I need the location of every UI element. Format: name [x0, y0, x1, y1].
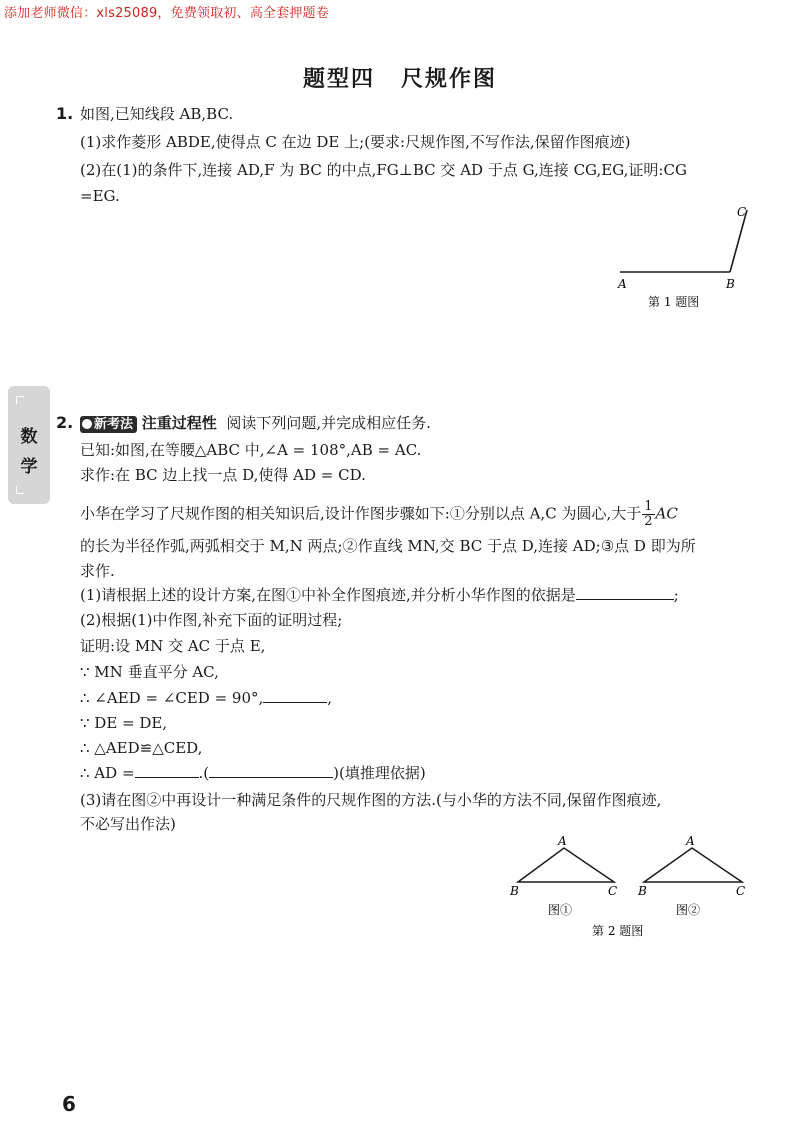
- proof-line-4: ∴ △AED≌△CED,: [80, 739, 203, 757]
- fig1-point-a: A: [558, 834, 567, 848]
- subject-char-1: 数: [20, 427, 38, 447]
- fraction-half: [642, 500, 654, 529]
- fig1-caption: 图①: [548, 903, 573, 917]
- task1-text: (1)请根据上述的设计方案,在图①中补全作图痕迹,并分析小华作图的依据是: [80, 586, 576, 604]
- q2-task2: (2)根据(1)中作图,补充下面的证明过程;: [80, 611, 343, 629]
- subject-char-2: 学: [20, 457, 38, 477]
- q1-part1: (1)求作菱形 ABDE,使得点 C 在边 DE 上;(要求:尺规作图,不写作法,保留作图痕迹): [80, 133, 631, 151]
- q2-find: 求作:在 BC 边上找一点 D,使得 AD = CD.: [80, 466, 366, 484]
- design-text-a: 小华在学习了尺规作图的相关知识后,设计作图步骤如下:①分别以点 A,C 为圆心,大于: [80, 504, 642, 523]
- q2-design-line2: 的长为半径作弧,两弧相交于 M,N 两点;②作直线 MN,交 BC 于点 D,连接 AD;③点 D 即为所: [80, 537, 696, 555]
- q2-design-line3: 求作.: [80, 562, 115, 580]
- fig1-point-c: C: [608, 884, 618, 898]
- q1-figure: [600, 198, 780, 318]
- q2-figures: [500, 832, 760, 944]
- q1-number: 1.: [56, 104, 74, 123]
- page-number: 6: [62, 1092, 76, 1116]
- tab-corner-mark: [16, 486, 24, 494]
- lightbulb-icon: [82, 419, 92, 429]
- reason-blank[interactable]: [209, 763, 333, 778]
- q1-part2a: (2)在(1)的条件下,连接 AD,F 为 BC 的中点,FG⊥BC 交 AD 于点 G,连接 CG,EG,证明:CG: [80, 161, 687, 179]
- task1-end: ;: [673, 586, 679, 604]
- fraction-denominator: 2: [644, 514, 653, 529]
- proof2-text: ∴ ∠AED = ∠CED = 90°,: [80, 689, 264, 707]
- q1-part2b: =EG.: [80, 187, 120, 205]
- proof-line-5: [80, 763, 426, 783]
- subject-side-tab: [8, 386, 50, 504]
- q2-heading: [80, 413, 431, 433]
- tab-corner-mark: [16, 396, 24, 404]
- fig1-point-b: B: [510, 884, 519, 898]
- triangle-figure-1: [509, 834, 617, 917]
- watermark: 添加老师微信：xls25089，免费领取初、高全套押题卷: [4, 6, 330, 21]
- q2-figure-caption: 第 2 题图: [592, 924, 644, 938]
- q2-task1: [80, 585, 679, 605]
- proof-line-2: [80, 688, 332, 708]
- point-c-label: C: [737, 205, 747, 219]
- answer-blank[interactable]: [135, 763, 199, 778]
- proof5-text-a: ∴ AD =: [80, 764, 135, 782]
- point-b-label: B: [726, 277, 735, 291]
- design-text-b: AC: [655, 504, 678, 523]
- proof2-end: ,: [327, 689, 333, 707]
- fig2-point-a: A: [686, 834, 695, 848]
- fig2-point-b: B: [638, 884, 647, 898]
- q2-number: 2.: [56, 413, 74, 432]
- q2-emphasis: 注重过程性: [141, 414, 217, 432]
- section-title: [0, 62, 800, 93]
- q2-design-line1: [80, 500, 678, 529]
- fig2-caption: 图②: [676, 903, 701, 917]
- answer-blank[interactable]: [263, 688, 327, 703]
- point-a-label: A: [618, 277, 627, 291]
- section-title-part2: 尺规作图: [401, 67, 498, 92]
- answer-blank[interactable]: [576, 585, 674, 600]
- q2-known: 已知:如图,在等腰△ABC 中,∠A = 108°,AB = AC.: [80, 441, 422, 459]
- q2-intro: 阅读下列问题,并完成相应任务.: [226, 414, 431, 432]
- new-exam-method-tag: [80, 416, 137, 433]
- segment-bc: [730, 210, 747, 272]
- q1-figure-caption: 第 1 题图: [648, 295, 700, 309]
- proof-line-3: ∵ DE = DE,: [80, 714, 168, 732]
- q1-stem: 如图,已知线段 AB,BC.: [80, 105, 234, 123]
- tag-label: 新考法: [94, 417, 134, 432]
- q2-task3a: (3)请在图②中再设计一种满足条件的尺规作图的方法.(与小华的方法不同,保留作图痕迹,: [80, 791, 662, 809]
- proof-line-0: 证明:设 MN 交 AC 于点 E,: [80, 637, 266, 655]
- section-title-part1: 题型四: [302, 67, 375, 92]
- triangle-figure-2: [637, 834, 745, 917]
- proof5-text-c: )(填推理依据): [333, 764, 426, 782]
- q2-task3b: 不必写出作法): [80, 815, 176, 833]
- proof5-text-b: .(: [198, 764, 210, 782]
- proof-line-1: ∵ MN 垂直平分 AC,: [80, 663, 219, 681]
- fraction-numerator: 1: [644, 499, 653, 514]
- fig2-point-c: C: [736, 884, 746, 898]
